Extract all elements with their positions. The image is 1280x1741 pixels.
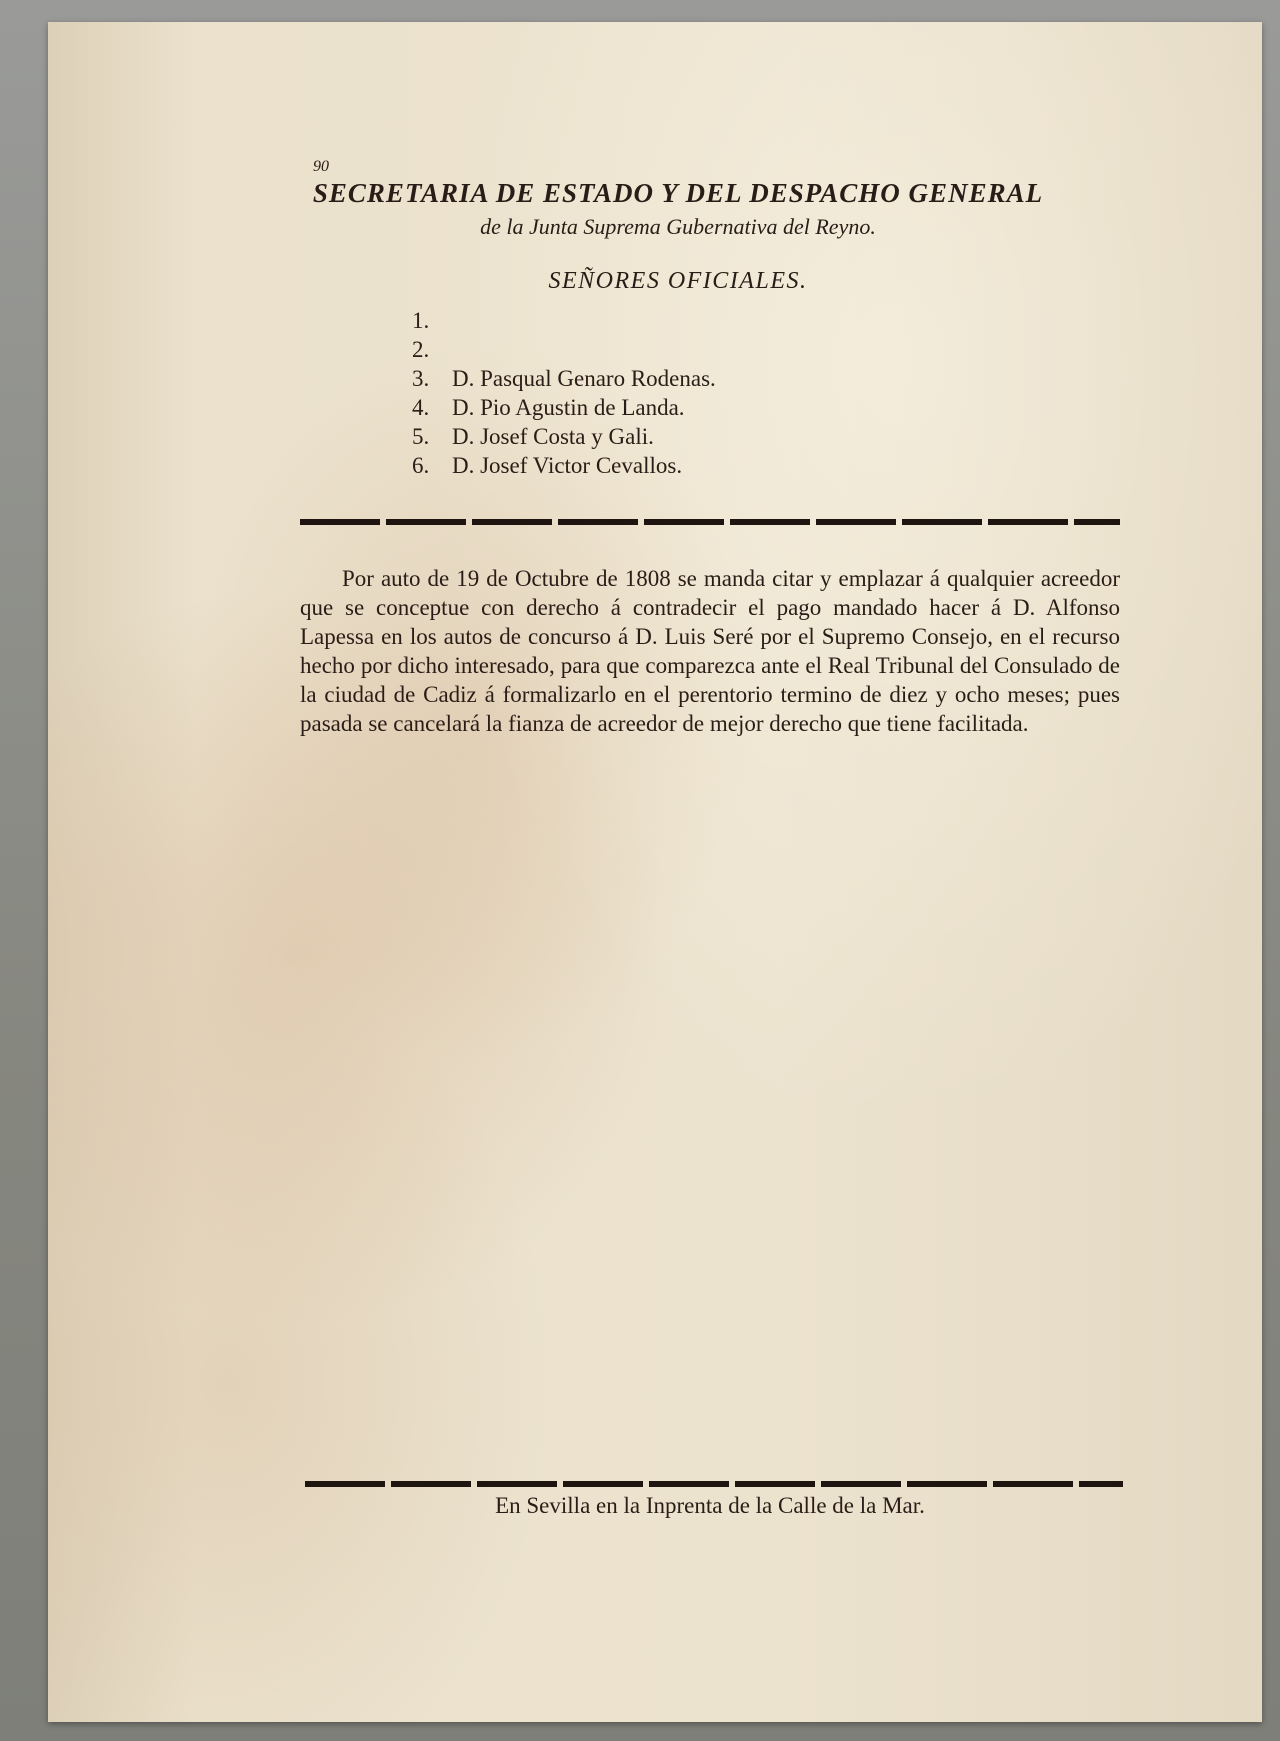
official-name: D. Josef Victor Cevallos.: [452, 453, 683, 478]
header-title: SECRETARIA DE ESTADO Y DEL DESPACHO GENERAL: [312, 178, 1044, 208]
official-number: 6.: [412, 453, 430, 478]
divider-rule-top: [300, 519, 1120, 525]
imprint-line: En Sevilla en la Inprenta de la Calle de la Mar.: [495, 1493, 925, 1518]
show-through-texture: [880, 330, 890, 340]
official-number: 2.: [412, 337, 430, 362]
official-name: D. Pasqual Genaro Rodenas.: [452, 366, 716, 391]
official-number: 1.: [412, 308, 430, 333]
official-item: [412, 335, 716, 364]
official-item: [412, 451, 716, 480]
official-number: 5.: [412, 424, 430, 449]
official-name: D. Pio Agustin de Landa.: [452, 395, 685, 420]
divider-rule-bottom: [305, 1481, 1123, 1487]
official-item: [412, 364, 716, 393]
folio-mark: 90: [313, 158, 329, 175]
header-subtitle: de la Junta Suprema Gubernativa del Reyno.: [480, 214, 876, 239]
body-paragraph: Por auto de 19 de Octubre de 1808 se manda citar y emplazar á qualquier acreedor que se conceptue con derecho á contradecir el pago mandado hacer á D. Alfonso Lapessa en los autos de concurso á D. Luis Seré por el Supremo Consejo, en el recurso hecho por dicho interesado, para que comparezca ante el Real Tribunal del Consulado de la ciudad de Cadiz á formalizarlo en el perentorio termino de diez y ocho meses; pues pasada se cancelará la fianza de acreedor de mejor derecho que tiene facilitada.: [300, 566, 1120, 736]
official-name: D. Josef Costa y Gali.: [452, 424, 654, 449]
official-item: [412, 393, 716, 422]
official-number: 3.: [412, 366, 430, 391]
officials-list: [412, 306, 716, 480]
officials-heading: SEÑORES OFICIALES.: [548, 268, 808, 294]
official-item: [412, 306, 716, 335]
official-item: [412, 422, 716, 451]
official-number: 4.: [412, 395, 430, 420]
